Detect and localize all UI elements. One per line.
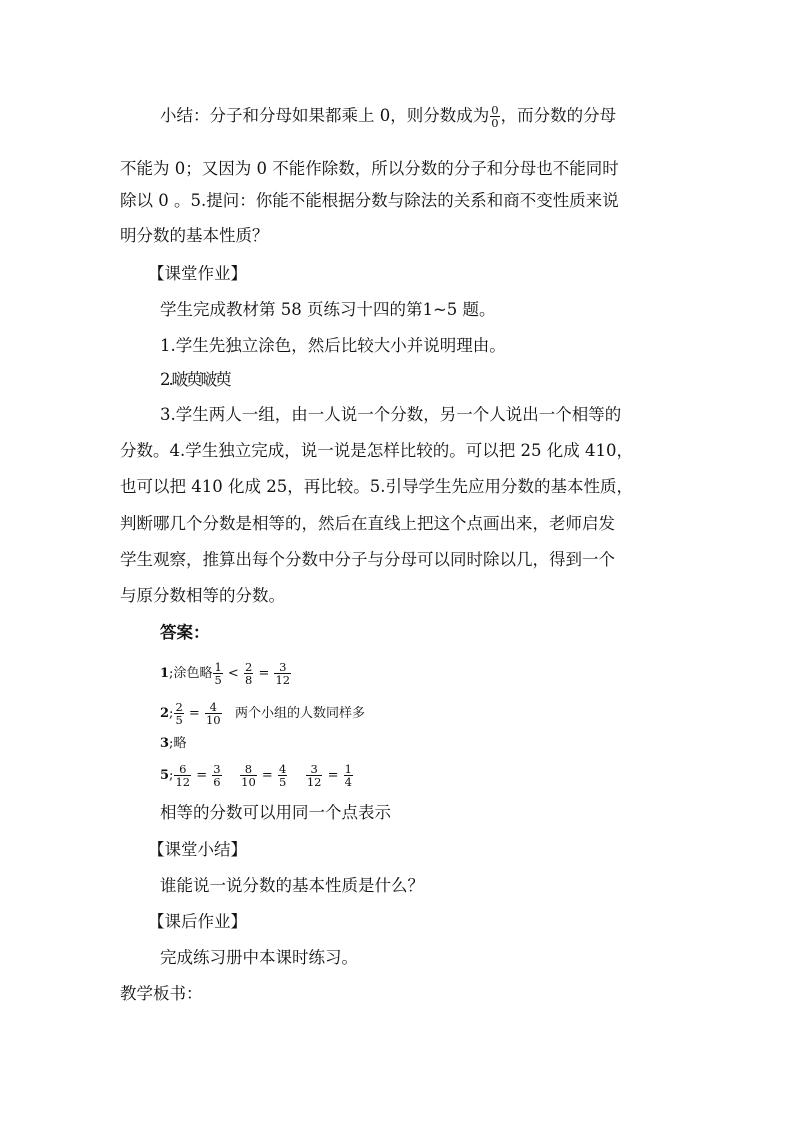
answer-5-g2-a: $\frac{8}{10}$	[241, 762, 256, 789]
answer-1-fraction-3: $\frac{3}{12}$	[275, 660, 291, 687]
answer-3-label: 3	[160, 736, 170, 751]
summary-text-a: 小结：分子和分母如果都乘上 0，则分数成为	[160, 106, 490, 125]
paragraph-line-9: 分数。4.学生独立完成，说一说是怎样比较的。可以把 25 化成 410，	[120, 441, 633, 460]
answer-2-fraction-1: $\frac{2}{5}$	[175, 700, 183, 727]
fraction-numerator: 0	[491, 103, 499, 117]
answer-1-label: 1	[160, 666, 170, 681]
answer-3-text: 略	[173, 736, 187, 751]
answer-title: 答案：	[160, 623, 210, 642]
paragraph-line-12: 学生观察，推算出每个分数中分子与分母可以同时除以几，得到一个	[120, 550, 615, 569]
paragraph-line-2: 不能为 0；又因为 0 不能作除数，所以分数的分子和分母也不能同时	[120, 159, 619, 178]
answer-5-g2-b: $\frac{4}{5}$	[278, 762, 287, 789]
answer-2-label: 2	[160, 706, 170, 721]
paragraph-summary-line-1	[160, 104, 616, 129]
heading-class-summary: 【课堂小结】	[148, 840, 247, 859]
paragraph-line-13: 与原分数相等的分数。	[120, 586, 285, 605]
heading-classwork: 【课堂作业】	[148, 264, 247, 283]
paragraph-line-16: 完成练习册中本课时练习。	[160, 948, 358, 967]
summary-text-b: ，而分数的分母	[500, 106, 617, 125]
answer-5-label: 5	[160, 768, 170, 783]
answer-2-fraction-2: $\frac{4}{10}$	[205, 700, 221, 727]
paragraph-line-11: 判断哪几个分数是相等的，然后在直线上把这个点画出来，老师启发	[120, 514, 615, 533]
answer-5: 5; $\frac{6}{12}$ = $\frac{3}{6}$ $\frac{8}{10}$ = $\frac{4}{5}$ $\frac{3}{12}$ = $\frac{1}{4}$	[160, 762, 352, 789]
paragraph-line-7: 2.啵萸啵萸	[160, 370, 230, 389]
paragraph-line-8: 3.学生两人一组，由一人说一个分数，另一个人说出一个相等的	[160, 405, 622, 424]
answer-3: 3;略	[160, 736, 187, 751]
paragraph-line-6: 1.学生先独立涂色，然后比较大小并说明理由。	[160, 336, 506, 355]
answer-5-g1-a: $\frac{6}{12}$	[175, 762, 191, 789]
fraction-zero-over-zero	[490, 104, 499, 129]
paragraph-line-14: 相等的分数可以用同一个点表示	[160, 803, 391, 822]
answer-2-op: =	[188, 706, 200, 721]
fraction-denominator: 0	[491, 116, 499, 130]
paragraph-line-5: 学生完成教材第 58 页练习十四的第1~5 题。	[160, 300, 496, 319]
paragraph-line-15: 谁能说一说分数的基本性质是什么？	[160, 876, 424, 895]
answer-5-g3-b: $\frac{1}{4}$	[344, 762, 352, 789]
paragraph-line-10: 也可以把 410 化成 25，再比较。5.引导学生先应用分数的基本性质，	[120, 477, 633, 496]
answer-2: 2; $\frac{2}{5}$ = $\frac{4}{10}$ 两个小组的人数同样多	[160, 700, 366, 727]
answer-1-text: 涂色略	[173, 666, 213, 681]
paragraph-line-4: 明分数的基本性质？	[120, 226, 269, 245]
answer-5-g3-a: $\frac{3}{12}$	[306, 762, 322, 789]
answer-5-g1-b: $\frac{3}{6}$	[213, 762, 221, 789]
answer-1: 1;涂色略 $\frac{1}{5}$ < $\frac{2}{8}$ = $\frac{3}{12}$	[160, 660, 291, 687]
heading-homework: 【课后作业】	[148, 912, 247, 931]
answer-1-fraction-2: $\frac{2}{8}$	[244, 660, 253, 687]
answer-2-text: 两个小组的人数同样多	[235, 706, 366, 721]
paragraph-line-17: 教学板书：	[120, 984, 203, 1003]
answer-1-fraction-1: $\frac{1}{5}$	[214, 660, 222, 687]
answer-1-op-2: =	[258, 666, 270, 681]
answer-1-op-1: <	[227, 666, 239, 681]
paragraph-line-3: 除以 0 。5.提问：你能不能根据分数与除法的关系和商不变性质来说	[120, 191, 619, 210]
